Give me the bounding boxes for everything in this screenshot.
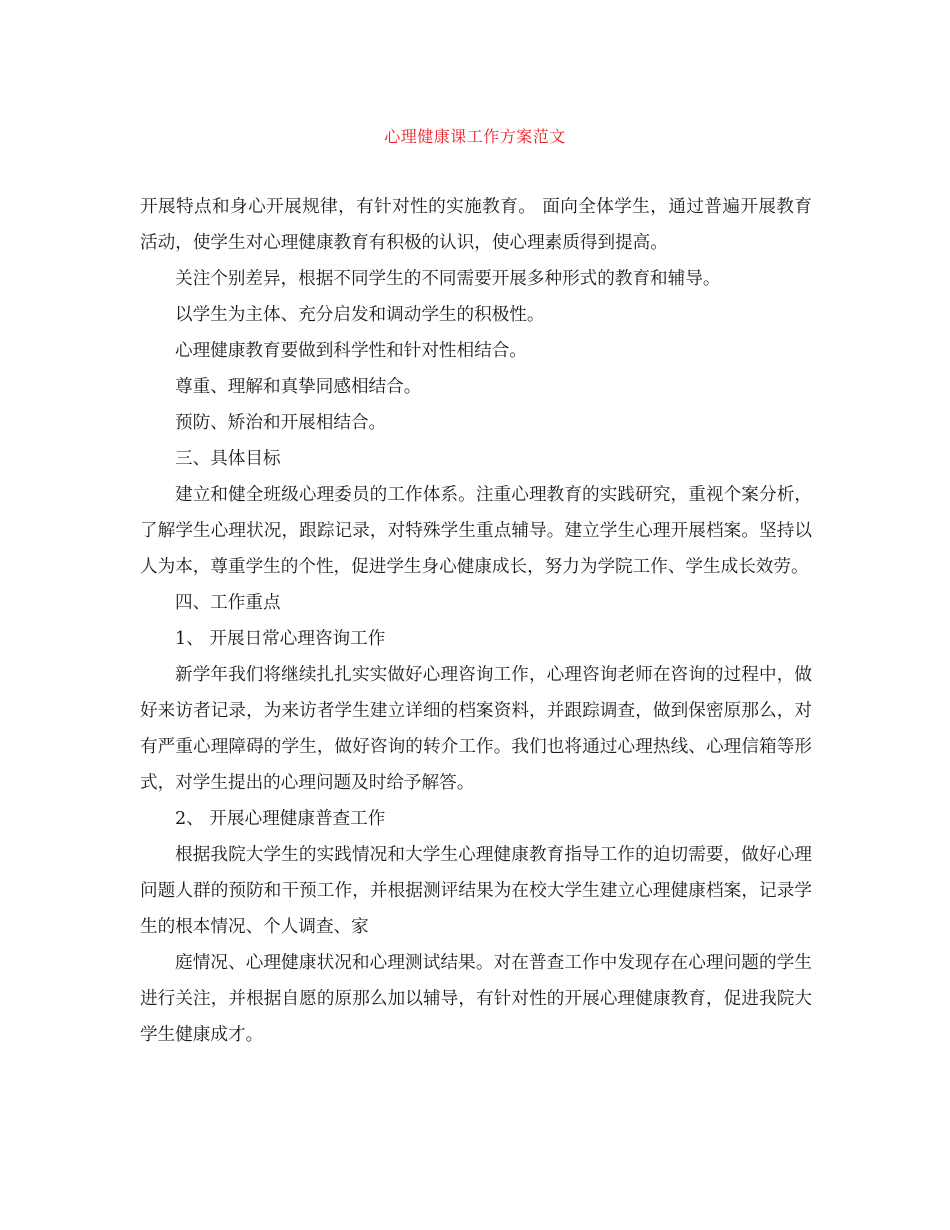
paragraph: 心理健康教育要做到科学性和针对性相结合。 bbox=[175, 341, 527, 361]
document-title: 心理健康课工作方案范文 bbox=[384, 127, 566, 146]
paragraph: 关注个别差异，根据不同学生的不同需要开展多种形式的教育和辅导。 bbox=[175, 269, 721, 289]
paragraph: 建立和健全班级心理委员的工作体系。注重心理教育的实践研究，重视个案分析，了解学生心理状况，跟踪记录，对特殊学生重点辅导。建立学生心理开展档案。坚持以人为本，尊重学生的个性，促进学生身心健康成长，努力为学院工作、学生成长效劳。 bbox=[140, 485, 812, 577]
paragraph: 尊重、理解和真挚同感相结合。 bbox=[175, 377, 422, 397]
subsection-heading: 1、 开展日常心理咨询工作 bbox=[175, 629, 386, 649]
paragraph: 根据我院大学生的实践情况和大学生心理健康教育指导工作的迫切需要，做好心理问题人群的预防和干预工作，并根据测评结果为在校大学生建立心理健康档案，记录学生的根本情况、个人调查、家 bbox=[140, 845, 812, 937]
subsection-heading: 2、 开展心理健康普查工作 bbox=[175, 809, 386, 829]
document-body bbox=[140, 189, 812, 1053]
paragraph: 预防、矫治和开展相结合。 bbox=[175, 413, 387, 433]
paragraph: 开展特点和身心开展规律，有针对性的实施教育。 面向全体学生，通过普遍开展教育活动，使学生对心理健康教育有积极的认识，使心理素质得到提高。 bbox=[140, 197, 812, 253]
section-heading: 四、工作重点 bbox=[175, 593, 281, 613]
section-heading: 三、具体目标 bbox=[175, 449, 281, 469]
paragraph: 庭情况、心理健康状况和心理测试结果。对在普查工作中发现存在心理问题的学生进行关注，并根据自愿的原那么加以辅导，有针对性的开展心理健康教育，促进我院大学生健康成才。 bbox=[140, 953, 812, 1045]
paragraph: 新学年我们将继续扎扎实实做好心理咨询工作，心理咨询老师在咨询的过程中，做好来访者记录，为来访者学生建立详细的档案资料，并跟踪调查，做到保密原那么，对有严重心理障碍的学生，做好咨询的转介工作。我们也将通过心理热线、心理信箱等形式，对学生提出的心理问题及时给予解答。 bbox=[140, 665, 812, 793]
paragraph: 以学生为主体、充分启发和调动学生的积极性。 bbox=[175, 305, 545, 325]
